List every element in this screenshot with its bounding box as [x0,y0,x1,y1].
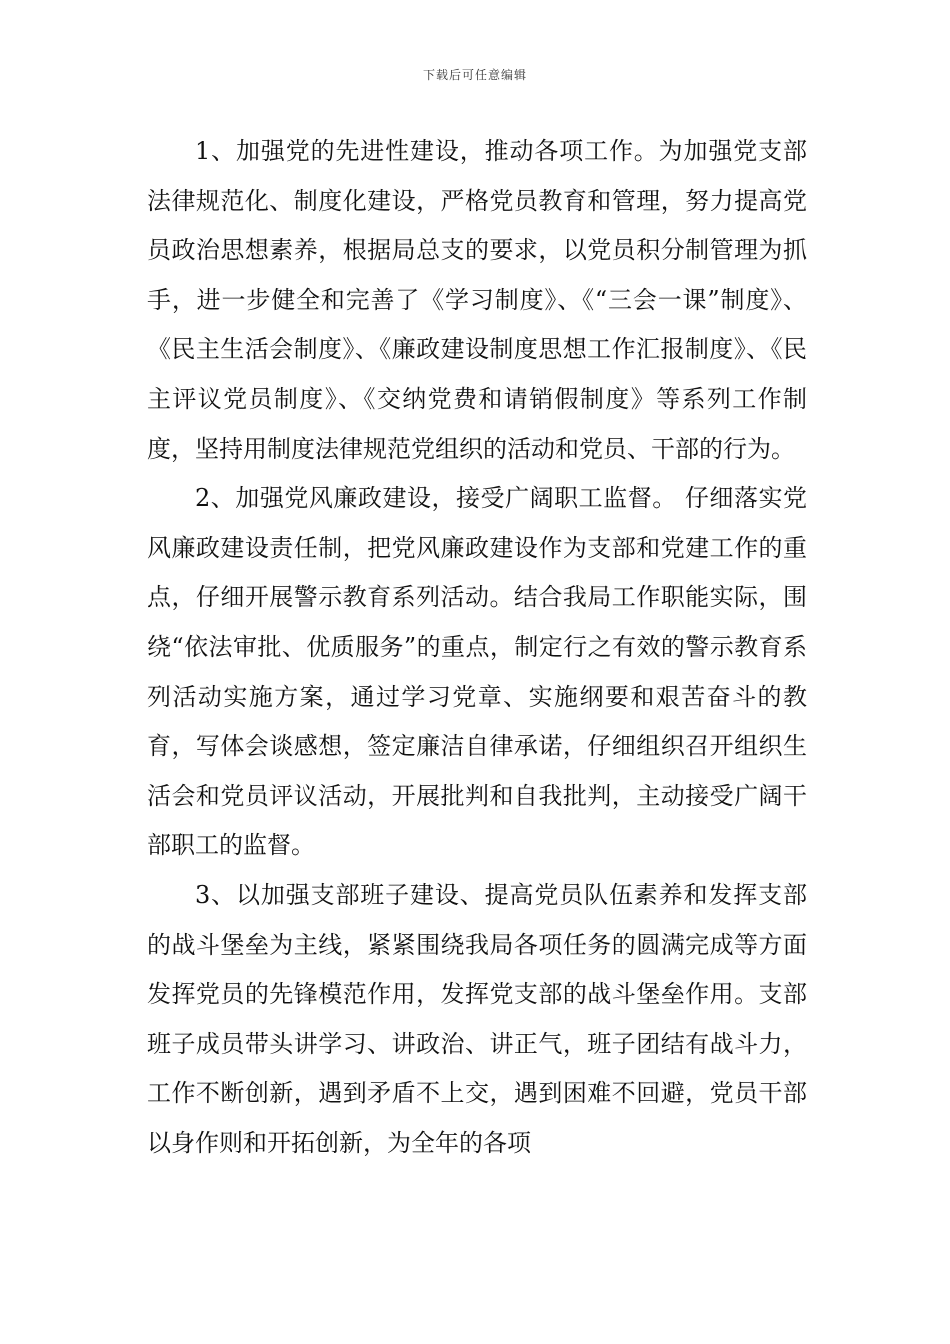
paragraph-2: 2、加强党风廉政建设，接受广阔职工监督。 仔细落实党风廉政建设责任制，把党风廉政建设作为支部和党建工作的重点，仔细开展警示教育系列活动。结合我局工作职能实际，围绕“依法审批、优质服务”的重点，制定行之有效的警示教育系列活动实施方案，通过学习党章、实施纲要和艰苦奋斗的教育，写体会谈感想，签定廉洁自律承诺，仔细组织召开组织生活会和党员评议活动，开展批判和自我批判，主动接受广阔干部职工的监督。 [147,484,807,860]
paragraph-3: 3、以加强支部班子建设、提高党员队伍素养和发挥支部的战斗堡垒为主线，紧紧围绕我局各项任务的圆满完成等方面发挥党员的先锋模范作用，发挥党支部的战斗堡垒作用。支部班子成员带头讲学习、讲政治、讲正气，班子团结有战斗力，工作不断创新，遇到矛盾不上交，遇到困难不回避，党员干部以身作则和开拓创新，为全年的各项 [147,880,807,1157]
page-header-note: 下载后可任意编辑 [422,68,527,82]
document-body [147,127,807,1168]
paragraph-1: 1、加强党的先进性建设，推动各项工作。为加强党支部法律规范化、制度化建设，严格党员教育和管理，努力提高党员政治思想素养，根据局总支的要求，以党员积分制管理为抓手，进一步健全和完善了《学习制度》、《“三会一课”制度》、《民主生活会制度》、《廉政建设制度思想工作汇报制度》、《民主评议党员制度》、《交纳党费和请销假制度》等系列工作制度，坚持用制度法律规范党组织的活动和党员、干部的行为。 [147,137,807,463]
